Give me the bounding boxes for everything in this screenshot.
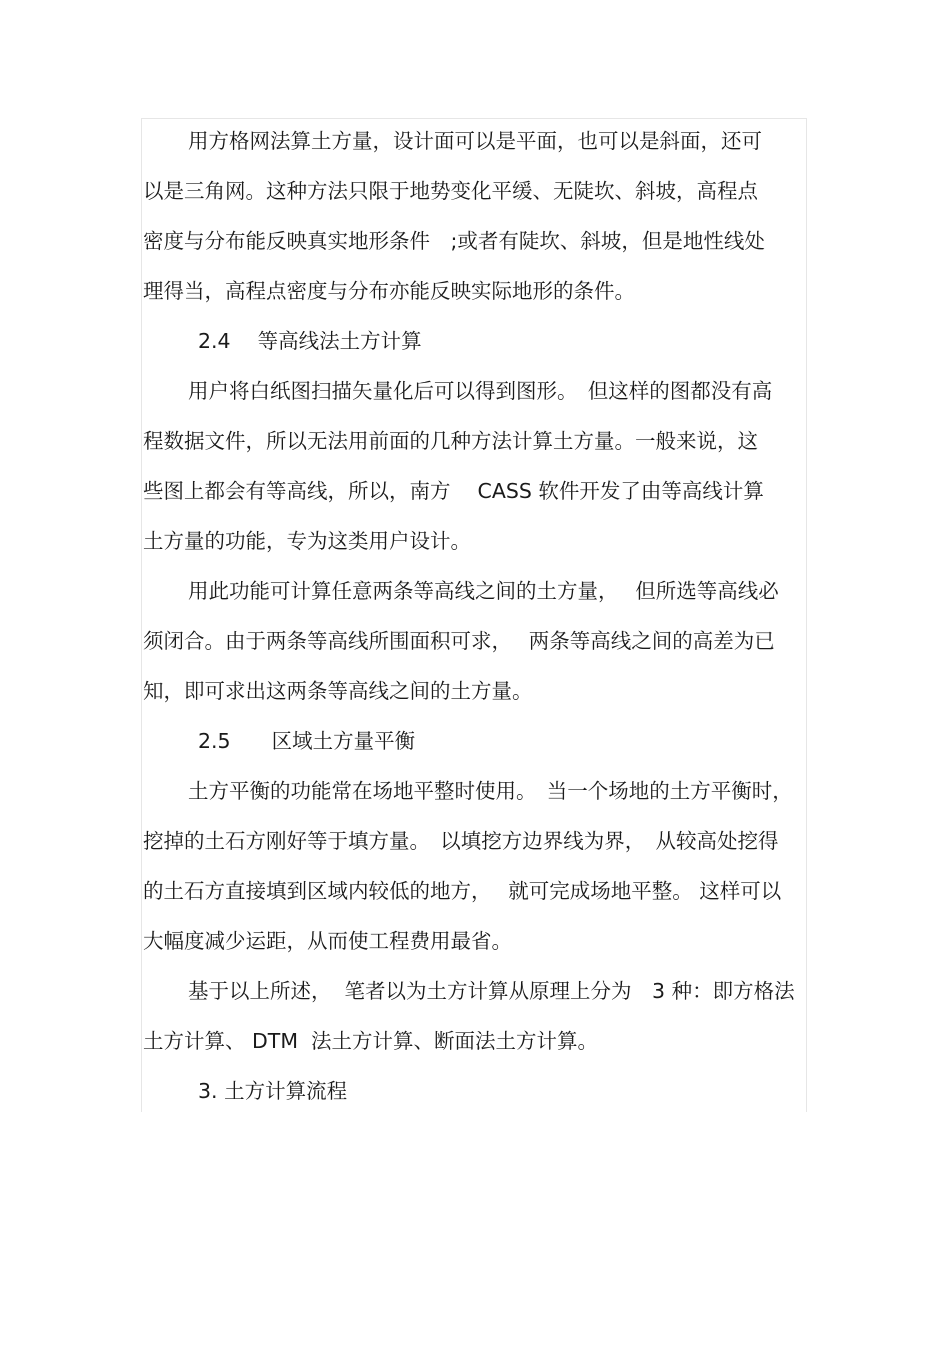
text-line: 基于以上所述， 笔者以为土方计算从原理上分为 3 种：即方格法	[188, 979, 795, 1003]
text-line: 理得当，高程点密度与分布亦能反映实际地形的条件。	[143, 279, 635, 303]
text-line: 用方格网法算土方量，设计面可以是平面，也可以是斜面，还可	[188, 129, 762, 153]
text-line: 用户将白纸图扫描矢量化后可以得到图形。 但这样的图都没有高	[188, 379, 773, 403]
text-line: 土方量的功能，专为这类用户设计。	[143, 529, 471, 553]
text-line: 用此功能可计算任意两条等高线之间的土方量， 但所选等高线必	[188, 579, 779, 603]
text-line: 的土石方直接填到区域内较低的地方， 就可完成场地平整。 这样可以	[143, 879, 782, 903]
section-heading: 2.5 区域土方量平衡	[198, 729, 416, 753]
section-heading: 3. 土方计算流程	[198, 1079, 348, 1103]
page-frame	[141, 118, 807, 1112]
text-line: 程数据文件，所以无法用前面的几种方法计算土方量。一般来说，这	[143, 429, 758, 453]
text-line: 土方计算、 DTM 法土方计算、断面法土方计算。	[143, 1029, 599, 1053]
text-line: 知，即可求出这两条等高线之间的土方量。	[143, 679, 533, 703]
text-line: 土方平衡的功能常在场地平整时使用。 当一个场地的土方平衡时，	[188, 779, 793, 803]
text-line: 须闭合。由于两条等高线所围面积可求， 两条等高线之间的高差为已	[143, 629, 775, 653]
text-line: 大幅度减少运距，从而使工程费用最省。	[143, 929, 512, 953]
section-heading: 2.4 等高线法土方计算	[198, 329, 422, 353]
text-line: 密度与分布能反映真实地形条件 ;或者有陡坎、斜坡，但是地性线处	[143, 229, 765, 253]
text-line: 挖掉的土石方刚好等于填方量。 以填挖方边界线为界， 从较高处挖得	[143, 829, 779, 853]
text-line: 以是三角网。这种方法只限于地势变化平缓、无陡坎、斜坡，高程点	[143, 179, 758, 203]
text-line: 些图上都会有等高线，所以，南方 CASS 软件开发了由等高线计算	[143, 479, 764, 503]
